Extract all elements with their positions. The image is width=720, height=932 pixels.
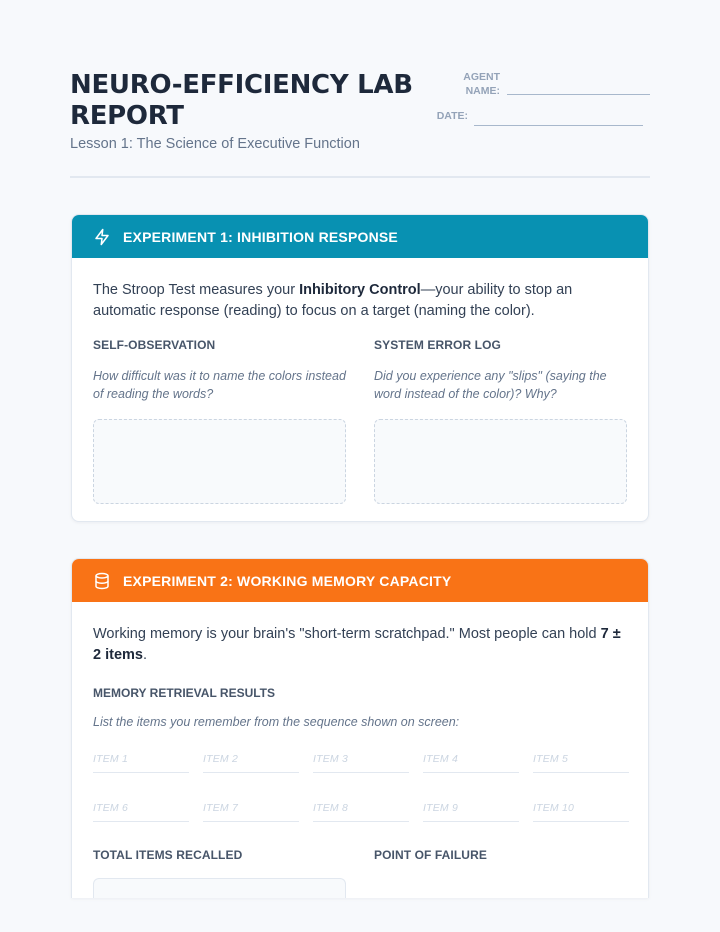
agent-name-field[interactable] [507,94,650,95]
page-title: NEURO-EFFICIENCY LAB REPORT [70,70,413,131]
total-items-section [93,848,346,898]
intro-highlight: Inhibitory Control [299,282,421,298]
agent-name-label: AGENT NAME: [463,71,500,97]
memory-item-field[interactable]: ITEM 8 [313,802,409,822]
header-divider [70,176,650,178]
point-of-failure-section [374,848,627,898]
memory-item-field[interactable]: ITEM 10 [533,802,629,822]
intro-text: Working memory is your brain's "short-term scratchpad." Most people can hold [93,626,601,642]
page-subtitle: Lesson 1: The Science of Executive Function [70,136,360,152]
experiment-2-intro [93,624,627,666]
system-error-log-question: Did you experience any "slips" (saying the word instead of the color)? Why? [374,369,607,401]
self-observation-section [93,338,346,504]
database-icon [93,572,111,590]
experiment-1-intro [93,280,627,322]
intro-highlight: 7 ± 2 items [93,626,621,663]
self-observation-question: How difficult was it to name the colors instead of reading the words? [93,369,346,401]
experiment-1-title: EXPERIMENT 1: INHIBITION RESPONSE [123,228,398,245]
experiment-2-title: EXPERIMENT 2: WORKING MEMORY CAPACITY [123,572,452,589]
memory-item-field[interactable]: ITEM 7 [203,802,299,822]
memory-item-field[interactable]: ITEM 4 [423,753,519,773]
system-error-log-answer-box[interactable] [374,419,627,504]
point-of-failure-label: POINT OF FAILURE [374,848,487,862]
intro-text: The Stroop Test measures your [93,282,300,298]
experiment-2-card [71,558,649,898]
memory-item-field[interactable]: ITEM 1 [93,753,189,773]
system-error-log-label: SYSTEM ERROR LOG [374,338,501,352]
report-header [70,70,650,180]
memory-retrieval-instructions: List the items you remember from the sequence shown on screen: [93,715,460,729]
memory-retrieval-label: MEMORY RETRIEVAL RESULTS [93,686,276,700]
memory-item-field[interactable]: ITEM 9 [423,802,519,822]
memory-item-field[interactable]: ITEM 5 [533,753,629,773]
self-observation-label: SELF-OBSERVATION [93,338,216,352]
lightning-bolt-icon [93,228,111,246]
total-items-label: TOTAL ITEMS RECALLED [93,848,243,862]
experiment-1-card [71,214,649,522]
total-items-input[interactable] [93,878,346,898]
system-error-log-section [374,338,627,504]
memory-item-field[interactable]: ITEM 2 [203,753,299,773]
experiment-1-header [72,215,648,258]
date-field[interactable] [474,125,643,126]
date-label: DATE: [436,110,468,122]
memory-items-grid [93,753,627,822]
memory-item-field[interactable]: ITEM 3 [313,753,409,773]
intro-text: . [142,647,148,663]
intro-text: —your ability to stop an automatic response (reading) to focus on a target (naming the color). [93,282,573,319]
memory-item-field[interactable]: ITEM 6 [93,802,189,822]
experiment-2-header [72,559,648,602]
self-observation-answer-box[interactable] [93,419,346,504]
